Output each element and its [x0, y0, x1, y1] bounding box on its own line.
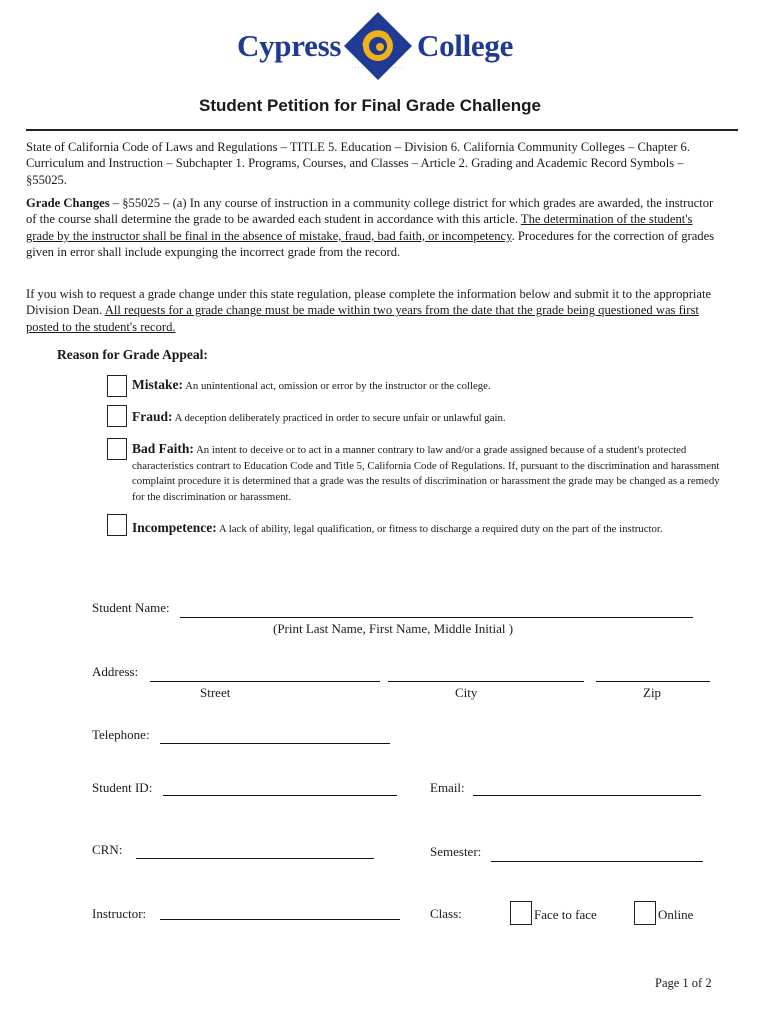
grade-changes-underlined: The determination of the student's grade by the instructor shall be final in the absence of mistake, fraud, bad faith, or incompetency: [26, 212, 693, 243]
bad-faith-desc: An intent to deceive or to act in a manner contrary to law and/or a grade assigned because of a student's protected characteristics contrart to Education Code and Title 5, California Code of Regulations. If, pursuant to the discrimination and harassment complaint procedure it is determined that a grade was the results of discrimination or harassment the grade may be changed as a remedy for the discrimination or harassment.: [132, 444, 720, 503]
bad-faith-term: Bad Faith:: [132, 441, 194, 456]
semester-field[interactable]: [491, 861, 703, 862]
telephone-field[interactable]: [160, 743, 390, 744]
fraud-checkbox[interactable]: [107, 405, 127, 427]
mistake-desc: An unintentional act, omission or error by the instructor or the college.: [185, 380, 491, 392]
student-name-label: Student Name:: [92, 600, 170, 615]
online-checkbox[interactable]: [634, 901, 656, 925]
face-to-face-checkbox[interactable]: [510, 901, 532, 925]
email-field[interactable]: [473, 795, 701, 796]
reason-incompetence: [132, 520, 732, 538]
street-caption: Street: [200, 685, 231, 700]
telephone-label: Telephone:: [92, 727, 150, 742]
city-caption: City: [455, 685, 478, 700]
request-paragraph: [26, 286, 716, 335]
incompetence-desc: A lack of ability, legal qualification, or fitness to discharge a required duty on the part of the instructor.: [218, 523, 663, 535]
logo-college: College: [417, 28, 514, 63]
reason-mistake: [132, 377, 732, 395]
email-label: Email:: [430, 780, 465, 795]
logo-tag-right: · · · ·: [392, 66, 403, 71]
request-underlined: All requests for a grade change must be made within two years from the date that the grade being questioned was first posted to the student's record.: [26, 303, 699, 334]
instructor-label: Instructor:: [92, 906, 147, 921]
logo-tag-left: · · · ·: [352, 66, 363, 71]
zip-field[interactable]: [596, 681, 710, 682]
mistake-term: Mistake:: [132, 377, 183, 392]
instructor-field[interactable]: [160, 919, 400, 920]
title-divider: [26, 129, 738, 131]
address-label: Address:: [92, 664, 139, 679]
college-emblem-icon: [342, 10, 414, 82]
grade-changes-label: Grade Changes: [26, 196, 110, 210]
class-label: Class:: [430, 906, 462, 921]
face-to-face-label: Face to face: [534, 907, 597, 922]
semester-label: Semester:: [430, 844, 482, 859]
incompetence-term: Incompetence:: [132, 520, 217, 535]
fraud-term: Fraud:: [132, 409, 173, 424]
crn-label: CRN:: [92, 842, 123, 857]
reason-bad-faith: [132, 441, 727, 505]
city-field[interactable]: [388, 681, 584, 682]
code-paragraph: State of California Code of Laws and Regulations – TITLE 5. Education – Division 6. California Community Colleges – Chapter 6. Curriculum and Instruction – Subchapter 1. Programs, Courses, and Classes – Article 2. Grading and Academic Record Symbols – §55025.: [26, 140, 690, 187]
page-number: Page 1 of 2: [655, 976, 712, 990]
page-title: Student Petition for Final Grade Challenge: [199, 96, 541, 115]
student-id-label: Student ID:: [92, 780, 153, 795]
mistake-checkbox[interactable]: [107, 375, 127, 397]
fraud-desc: A deception deliberately practiced in order to secure unfair or unlawful gain.: [174, 412, 506, 424]
grade-changes-paragraph: [26, 195, 716, 261]
student-name-field[interactable]: [180, 617, 693, 618]
incompetence-checkbox[interactable]: [107, 514, 127, 536]
bad-faith-checkbox[interactable]: [107, 438, 127, 460]
online-label: Online: [658, 907, 694, 922]
reason-heading: Reason for Grade Appeal:: [57, 347, 208, 362]
logo-cypress: Cypress: [237, 28, 342, 63]
zip-caption: Zip: [643, 685, 662, 700]
grade-changes-text-2: . Procedures for the correction of grades given in error shall include expunging the incorrect grade from the record.: [26, 228, 715, 260]
crn-field[interactable]: [136, 858, 374, 859]
student-id-field[interactable]: [163, 795, 397, 796]
street-field[interactable]: [150, 681, 380, 682]
request-text: If you wish to request a grade change under this state regulation, please complete the information below and submit it to the appropriate Division Dean.: [26, 287, 712, 318]
grade-changes-text-1: – §55025 – (a) In any course of instruction in a community college district for which grades are awarded, the instructor of the course shall determine the grade to be awarded each student in accordance with this article.: [26, 196, 714, 227]
student-name-hint: (Print Last Name, First Name, Middle Initial ): [273, 621, 514, 636]
reason-fraud: [132, 409, 732, 427]
